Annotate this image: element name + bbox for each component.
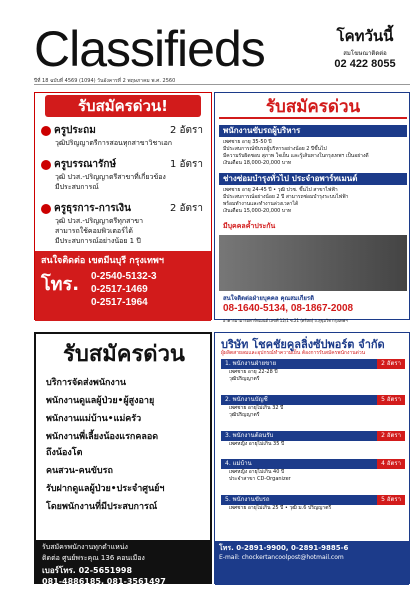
ad1-line: วุฒิ ปวส.-ปริญญาตรีสาขาที่เกี่ยวข้อง: [55, 173, 166, 181]
ad4-position-rate: 5 อัตรา: [377, 495, 405, 505]
ad3-contact: [36, 540, 210, 584]
header-rule: [34, 84, 410, 85]
ad1-count: 2 อัตรา: [169, 125, 203, 136]
ad3-title: รับสมัครด่วน: [63, 342, 185, 367]
ad1-contact: [35, 251, 211, 321]
ad1-tel-label: โทร.: [41, 274, 80, 295]
ad3-item: พนักงานแม่บ้าน•แม่ครัว: [46, 414, 142, 424]
ad1-section: [41, 123, 211, 148]
ad-executive-driver: [214, 92, 410, 323]
ad-cooling-company: [214, 332, 410, 584]
ad1-count: 1 อัตรา: [169, 159, 203, 170]
ad4-position-rate: 2 อัตรา: [377, 359, 405, 369]
ad1-count: 2 อัตรา: [169, 203, 203, 214]
ad1-line: วุฒิปริญญาตรีการสอนทุกสาขาวิชาเอก: [55, 139, 173, 147]
ad4-position-rate: 5 อัตรา: [377, 395, 405, 405]
ad4-line: เพศหญิง อายุไม่เกิน 35 ปี: [229, 441, 285, 447]
ad1-line: มีประสบการณ์อย่างน้อย 1 ปี: [55, 237, 141, 245]
bullet-icon: [41, 204, 51, 214]
ad1-heading: ครูธุรการ-การเงิน: [54, 203, 131, 214]
ad3-item: พนักงานดูแลผู้ป่วย•ผู้สูงอายุ: [46, 396, 155, 406]
brand-phone: 02 422 8055: [334, 58, 396, 70]
ad1-heading: ครูบรรณารักษ์: [54, 159, 117, 170]
ad2-line: เพศชาย อายุ 24-45 ปี • วุฒิ ปวช. ขึ้นไป สาขาไฟฟ้า: [223, 187, 338, 193]
ad4-position-name: 5. พนักงานขับรถ: [225, 496, 270, 503]
ad4-line: เพศชาย อายุไม่เกิน 32 ปี: [229, 405, 284, 411]
ad4-line: เพศชาย อายุ 22-28 ปี: [229, 369, 278, 375]
ad4-position-name: 4. แม่บ้าน: [225, 460, 252, 467]
ad4-line: เพศชาย อายุไม่เกิน 25 ปี • วุฒิ ม.6 ปริญญาตรี: [229, 505, 332, 511]
ad3-item: บริการจัดส่งพนักงาน: [46, 378, 127, 388]
ad2-contact-phones: 08-1640-5134, 08-1867-2008: [223, 303, 354, 314]
ad3-item: รับฝากดูแลผู้ป่วย•ประจำศูนย์ฯ: [46, 484, 165, 494]
ad1-phone: 0-2540-5132-3: [91, 271, 157, 282]
ad1-section: [41, 157, 211, 192]
ad2-line: มีประสบการณ์ขับรถผู้บริหารอย่างน้อย 2 ปีขึ้นไป: [223, 146, 327, 152]
ad4-position-rate: 4 อัตรา: [377, 459, 405, 469]
ad2-line: มีประสบการณ์อย่างน้อย 2 ปี สามารถซ่อมบำรุงระบบไฟฟ้า: [223, 194, 349, 200]
ad2-line: มีความรับผิดชอบ สุภาพ ใจเย็น และรู้เส้นทางในกรุงเทพฯ เป็นอย่างดี: [223, 153, 369, 159]
ad4-footer-email: E-mail: chockertancoolpost@hotmail.com: [219, 554, 344, 561]
bullet-icon: [41, 160, 51, 170]
ad3-contact-line: เบอร์โทร. 02-5651998: [42, 566, 133, 575]
ad1-section: [41, 201, 211, 246]
ad4-line: วุฒิปริญญาตรี: [229, 376, 260, 382]
ad4-subtitle: ผู้ผลิตสายลมและอุปกรณ์ทำความเย็น ต้องการรับสมัครพนักงานด่วน: [221, 350, 366, 356]
ad4-position: [221, 459, 405, 483]
ad-staffing-agency: [34, 332, 212, 584]
ad2-position-bar: พนักงานขับรถผู้บริหาร: [219, 125, 407, 137]
ad4-line: วุฒิปริญญาตรี: [229, 412, 260, 418]
ad4-line: ประจำสาขา CD-Organizer: [229, 476, 291, 482]
ad1-heading: ครูประถม: [54, 125, 96, 136]
ad3-contact-line: 081-4886185, 081-3561497: [42, 577, 166, 586]
ad4-position: [221, 431, 405, 448]
bullet-icon: [41, 126, 51, 136]
ad4-position-name: 1. พนักงานฝ่ายขาย: [225, 360, 277, 367]
ad2-photo: [219, 235, 407, 291]
ad4-title: บริษัท โชคชัยคูลลิ่งซัปพอร์ต จำกัด: [221, 338, 385, 351]
ad2-line: เพศชาย อายุ 35-50 ปี: [223, 139, 272, 145]
ad3-item: คนสวน-คนขับรถ: [46, 466, 113, 476]
ad4-position-name: 2. พนักงานบัญชี: [225, 396, 268, 403]
ad2-line: เงินเดือน 18,000-20,000 บาท: [223, 160, 292, 166]
ad4-line: เพศหญิง อายุไม่เกิน 40 ปี: [229, 469, 285, 475]
ad2-position-bar: ช่างซ่อมบำรุงทั่วไป ประจำอพาร์ทเมนต์: [219, 173, 407, 185]
ad2-benefits: มีบุคคลค้ำประกัน: [223, 222, 276, 230]
ad2-address: อาคารมามารอพาร์ทเมนต์ เลขที่ 12/1 ซ.21 (ศรีสด) ถ.สุขุมวิท กรุงเทพฯ: [223, 318, 348, 323]
ad2-line: เงินเดือน 15,000-20,000 บาท: [223, 208, 292, 214]
brand-block: [320, 24, 410, 70]
ad1-phone: 0-2517-1964: [91, 297, 148, 308]
ad1-line: วุฒิ ปวส.-ปริญญาตรีทุกสาขา: [55, 217, 144, 225]
ad4-position: [221, 495, 405, 512]
ad4-position: [221, 359, 405, 383]
ad4-position: [221, 395, 405, 419]
masthead: Classifieds: [34, 21, 265, 77]
ad2-line: พร้อมทำงานและทำงานล่วงเวลาได้: [223, 201, 299, 207]
ad1-phone: 0-2517-1469: [91, 284, 148, 295]
ad-school-recruitment: [34, 92, 212, 320]
ad2-title: รับสมัครด่วน: [219, 95, 407, 119]
ad2-contact-label: สนใจติดต่อฝ่ายบุคคล คุณสมเกียรติ: [223, 295, 315, 302]
brand-sub: สมโฆษณาติดต่อ: [343, 50, 387, 57]
ad3-contact-line: รับสมัครพนักงานทุกตำแหน่ง: [42, 543, 128, 551]
ad1-line: สามารถใช้คอมพิวเตอร์ได้: [55, 227, 133, 235]
ad1-contact-label: สนใจติดต่อ เขตมีนบุรี กรุงเทพฯ: [41, 256, 164, 266]
ad4-footer: [215, 541, 409, 585]
ad4-footer-phone: โทร. 0-2891-9900, 0-2891-9885-6: [219, 544, 349, 552]
issue-line: ปีที่ 18 ฉบับที่ 4569 (1094) วันอังคารที่ 2 พฤษภาคม พ.ศ. 2560: [34, 78, 176, 84]
ad3-item: โดยพนักงานที่มีประสบการณ์: [46, 502, 158, 512]
brand-logo: โคทวันนี้: [336, 27, 394, 45]
ad4-position-name: 3. พนักงานต้อนรับ: [225, 432, 274, 439]
ad3-contact-line: ติดต่อ ศูนย์พระคุณ 136 คอนเมือง: [42, 554, 145, 562]
ad4-position-rate: 2 อัตรา: [377, 431, 405, 441]
ad3-item: พนักงานพี่เลี้ยงน้องแรกคลอด: [46, 432, 159, 442]
ad1-line: มีประสบการณ์: [55, 183, 99, 191]
ad1-title: รับสมัครด่วน!: [45, 95, 201, 117]
ad3-item: ถึงน้องโต: [46, 448, 83, 458]
